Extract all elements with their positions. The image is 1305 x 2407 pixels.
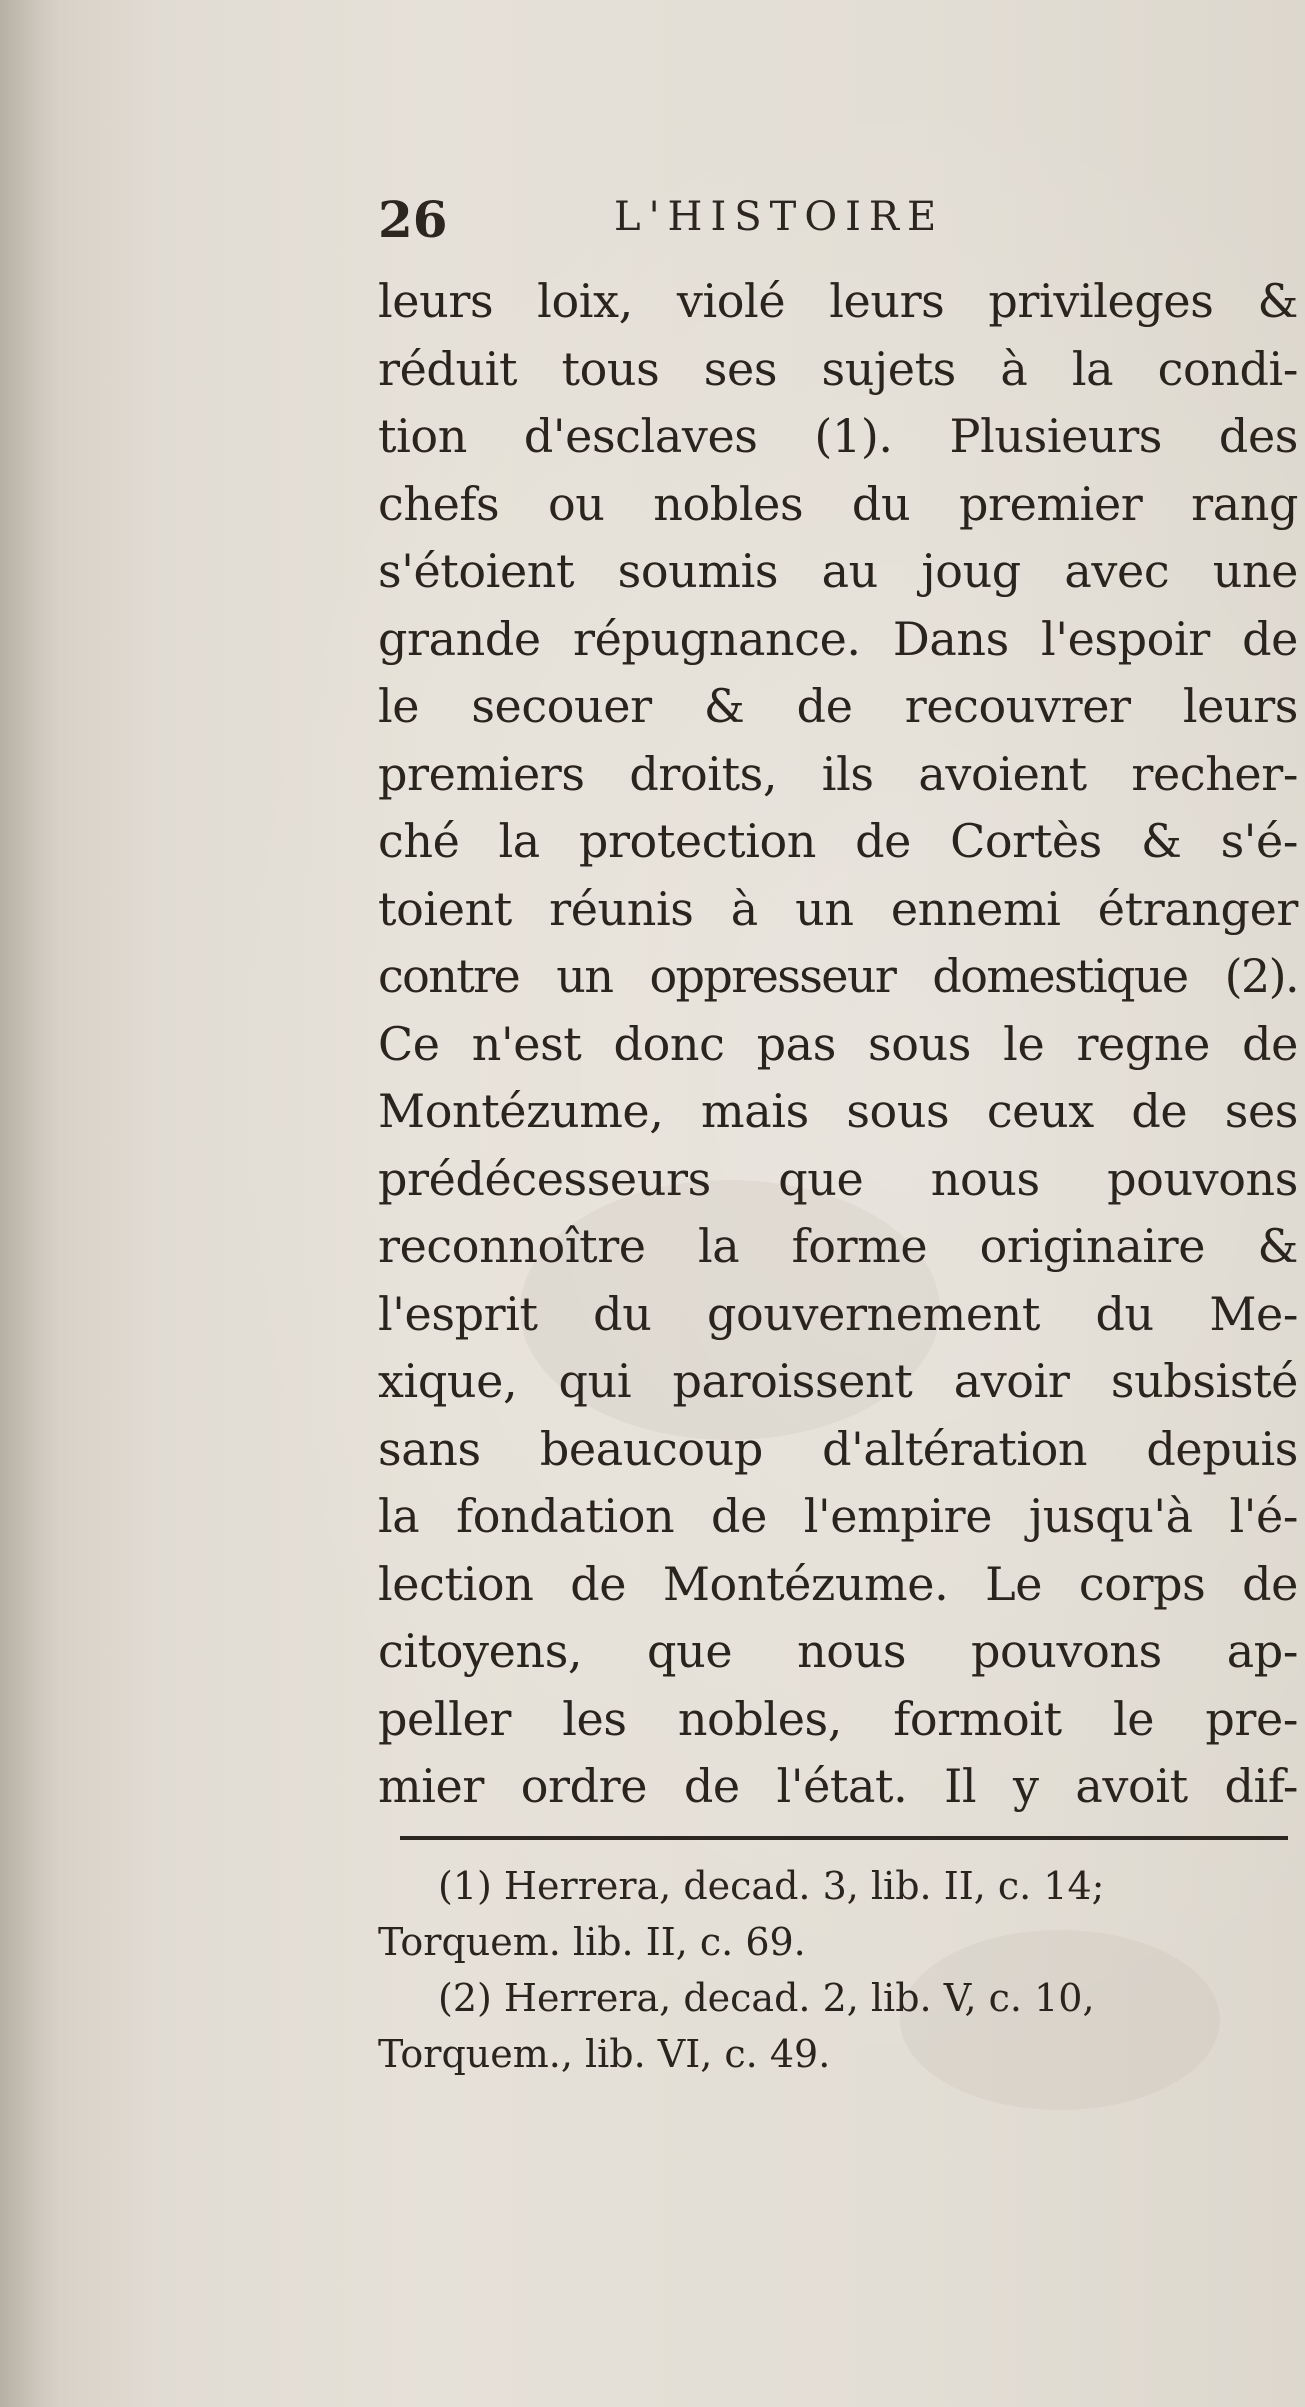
binding-shadow: [0, 0, 60, 2407]
text-line: le secouer & de recouvrer leurs: [378, 679, 1298, 733]
text-line: contre un oppresseur domestique (2).: [378, 949, 1298, 1003]
text-line: réduit tous ses sujets à la condi-: [378, 341, 1298, 396]
text-line: sans beaucoup d'altération depuis: [378, 1421, 1298, 1476]
footnote-line: Torquem. lib. II, c. 69.: [378, 1920, 806, 1964]
text-line: toient réunis à un ennemi étranger: [378, 881, 1298, 936]
text-line: s'étoient soumis au joug avec une: [378, 544, 1298, 598]
footnotes: [378, 1858, 1298, 2082]
footnote-line: Torquem., lib. VI, c. 49.: [378, 2032, 831, 2076]
text-line: Montézume, mais sous ceux de ses: [378, 1084, 1298, 1138]
footnote-line: (1) Herrera, decad. 3, lib. II, c. 14;: [438, 1864, 1105, 1908]
text-line: prédécesseurs que nous pouvons: [378, 1151, 1298, 1206]
footnote-line: (2) Herrera, decad. 2, lib. V, c. 10,: [438, 1976, 1095, 2020]
text-line: la fondation de l'empire jusqu'à l'é-: [378, 1489, 1298, 1543]
text-line: xique, qui paroissent avoir subsisté: [378, 1354, 1298, 1408]
text-line: Ce n'est donc pas sous le regne de: [378, 1016, 1298, 1071]
text-line: premiers droits, ils avoient recher-: [378, 746, 1298, 801]
text-line: peller les nobles, formoit le pre-: [378, 1691, 1298, 1746]
page-number: 26: [378, 190, 448, 249]
text-line: mier ordre de l'état. Il y avoit dif-: [378, 1759, 1298, 1813]
text-line: chefs ou nobles du premier rang: [378, 476, 1298, 531]
running-header: [378, 190, 1298, 260]
text-line: leurs loix, violé leurs privileges &: [378, 274, 1298, 328]
text-line: tion d'esclaves (1). Plusieurs des: [378, 409, 1298, 463]
body-text: [378, 268, 1298, 1821]
text-line: l'esprit du gouvernement du Me-: [378, 1286, 1298, 1341]
text-line: grande répugnance. Dans l'espoir de: [378, 611, 1298, 666]
text-line: ché la protection de Cortès & s'é-: [378, 814, 1298, 868]
text-line: citoyens, que nous pouvons ap-: [378, 1624, 1298, 1678]
footnote-rule: [400, 1836, 1288, 1840]
running-title: L'HISTOIRE: [614, 194, 945, 240]
text-line: reconnoître la forme originaire &: [378, 1219, 1298, 1273]
text-line: lection de Montézume. Le corps de: [378, 1556, 1298, 1611]
